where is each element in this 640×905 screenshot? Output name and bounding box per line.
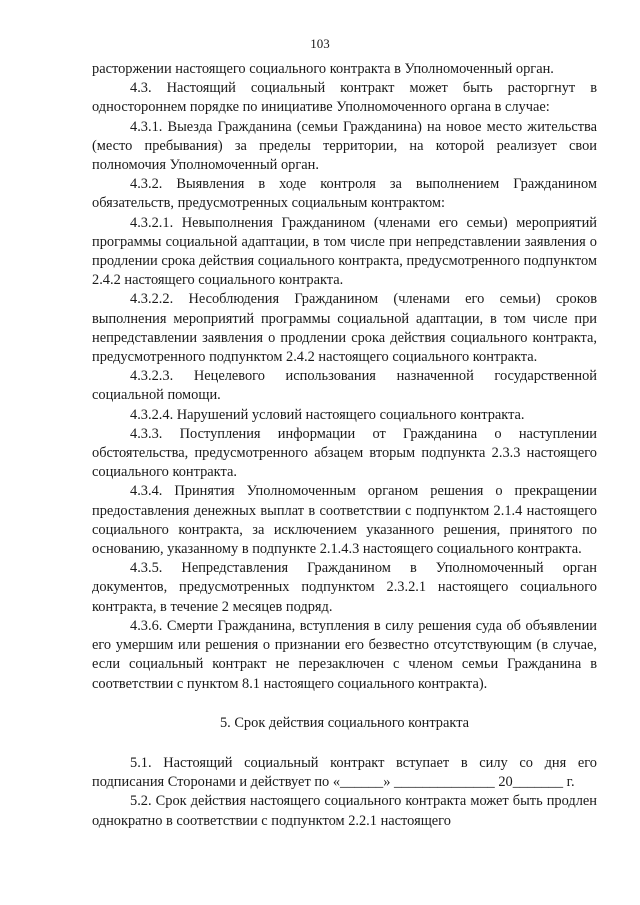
page-number: 103	[310, 36, 330, 51]
paragraph-p-4-3-2-2: 4.3.2.2. Несоблюдения Гражданином (членами его семьи) сроков выполнения мероприятий программы социальной адаптации, в том числе при непредставлении заявления о продлении срока действия социального контракта, предусмотренного подпунктом 2.4.2 настоящего социального контракта.	[92, 291, 597, 366]
paragraph-p-4-3-6: 4.3.6. Смерти Гражданина, вступления в силу решения суда об объявлении его умершим или решения о признании его безвестно отсутствующим (в случае, если социальный контракт не перезаключен с членом семьи Гражданина в соответствии с пунктом 8.1 настоящего социального контракта).	[92, 617, 597, 692]
paragraph-p-4-3-1: 4.3.1. Выезда Гражданина (семьи Гражданина) на новое место жительства (место пребывания) за пределы территории, на которой реализует свои полномочия Уполномоченный орган.	[92, 118, 597, 174]
document-body	[92, 60, 597, 831]
paragraph-p-5-1: 5.1. Настоящий социальный контракт вступает в силу со дня его подписания Сторонами и действует по «______» ______________ 20_______ г.	[92, 754, 597, 791]
paragraph-p-4-3-5: 4.3.5. Непредставления Гражданином в Уполномоченный орган документов, предусмотренных подпунктом 2.3.2.1 настоящего социального контракта, в течение 2 месяцев подряд.	[92, 560, 597, 615]
paragraph-p-4-3: 4.3. Настоящий социальный контракт может быть расторгнут в одностороннем порядке по инициативе Уполномоченного органа в случае:	[92, 80, 597, 116]
paragraph-p-4-3-2-1: 4.3.2.1. Невыполнения Гражданином (членами его семьи) мероприятий программы социальной адаптации, в том числе при непредставлении заявления о продлении срока действия социального контракта, предусмотренного подпунктом 2.4.2 настоящего социального контракта.	[92, 214, 597, 289]
paragraph-p-4-3-4: 4.3.4. Принятия Уполномоченным органом решения о прекращении предоставления денежных выплат в соответствии с подпунктом 2.1.4 настоящего социального контракта, за исключением указанного решения, принятого по основанию, указанному в подпункте 2.1.4.3 настоящего социального контракта.	[92, 483, 597, 558]
paragraph-p-4-3-2: 4.3.2. Выявления в ходе контроля за выполнением Гражданином обязательств, предусмотренных социальным контрактом:	[92, 176, 597, 212]
paragraph-p-4-3-2-3: 4.3.2.3. Нецелевого использования назначенной государственной социальной помощи.	[92, 368, 597, 404]
section-5-text	[92, 754, 597, 831]
paragraph-p-5-2: 5.2. Срок действия настоящего социального контракта может быть продлен однократно в соответствии с подпунктом 2.2.1 настоящего	[92, 793, 597, 829]
section-heading: 5. Срок действия социального контракта	[219, 714, 470, 731]
section-4-3-text	[92, 60, 597, 694]
paragraph-continuation: расторжении настоящего социального контракта в Уполномоченный орган.	[92, 61, 554, 77]
paragraph-p-4-3-2-4: 4.3.2.4. Нарушений условий настоящего социального контракта.	[130, 406, 525, 423]
paragraph-p-4-3-3: 4.3.3. Поступления информации от Гражданина о наступлении обстоятельства, предусмотренного абзацем вторым подпункта 2.3.3 настоящего социального контракта.	[92, 425, 597, 481]
